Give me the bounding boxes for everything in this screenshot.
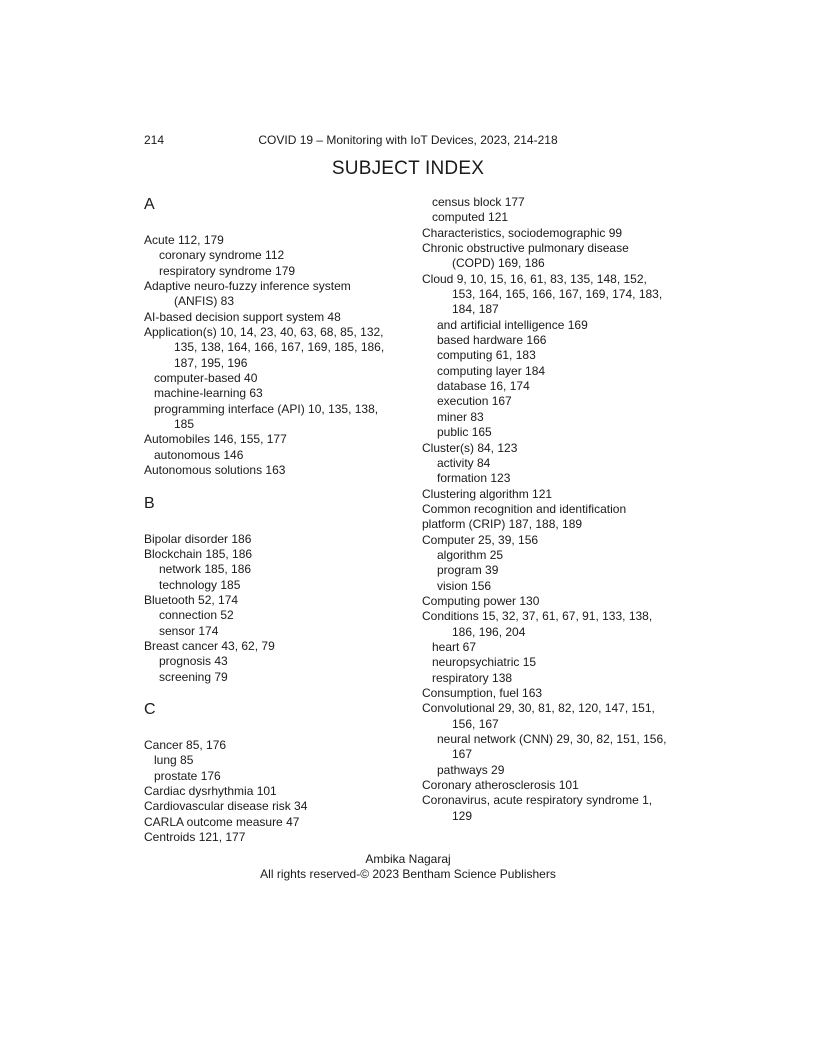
section-letter-b: B [144, 494, 155, 512]
index-entry: Cloud 9, 10, 15, 16, 61, 83, 135, 148, 152, [422, 271, 647, 286]
index-subentry: formation 123 [437, 471, 511, 486]
index-subentry: sensor 174 [159, 623, 219, 638]
index-entry: Conditions 15, 32, 37, 61, 67, 91, 133, 138, [422, 609, 653, 624]
index-subentry: computed 121 [432, 210, 509, 225]
index-continuation: (COPD) 169, 186 [452, 256, 545, 271]
index-subentry: prostate 176 [154, 768, 221, 783]
index-subentry: pathways 29 [437, 762, 505, 777]
index-subentry: heart 67 [432, 639, 477, 654]
index-subentry: network 185, 186 [159, 562, 252, 577]
index-entry: Coronary atherosclerosis 101 [422, 778, 579, 793]
index-subentry: technology 185 [159, 577, 241, 592]
index-subentry: vision 156 [437, 578, 492, 593]
index-entry: Automobiles 146, 155, 177 [144, 432, 287, 447]
index-subentry: algorithm 25 [437, 547, 504, 562]
index-subentry: miner 83 [437, 409, 484, 424]
index-continuation: 153, 164, 165, 166, 167, 169, 174, 183, [452, 287, 663, 302]
section-letter-c: C [144, 700, 156, 718]
index-continuation: 156, 167 [452, 716, 499, 731]
index-entry: Computing power 130 [422, 593, 540, 608]
index-subentry: prognosis 43 [159, 654, 228, 669]
index-entry: CARLA outcome measure 47 [144, 814, 300, 829]
index-entry: Cardiovascular disease risk 34 [144, 799, 308, 814]
index-subentry: autonomous 146 [154, 447, 244, 462]
index-subentry: connection 52 [159, 608, 234, 623]
index-entry: Adaptive neuro-fuzzy inference system [144, 279, 351, 294]
running-head: COVID 19 – Monitoring with IoT Devices, 2023, 214-218 [258, 133, 558, 147]
index-column-right [422, 195, 682, 824]
index-entry: Bipolar disorder 186 [144, 531, 252, 546]
footer-rights: All rights reserved-© 2023 Bentham Science Publishers [260, 867, 556, 881]
index-subentry: and artificial intelligence 169 [437, 317, 588, 332]
index-column-left [144, 195, 404, 845]
index-entry: Convolutional 29, 30, 81, 82, 120, 147, 151, [422, 701, 655, 716]
index-subentry: public 165 [437, 425, 492, 440]
index-subentry: computing 61, 183 [437, 348, 536, 363]
index-continuation: 184, 187 [452, 302, 499, 317]
index-entry: Common recognition and identification [422, 501, 627, 516]
index-entry: Clustering algorithm 121 [422, 486, 553, 501]
index-subentry: execution 167 [437, 394, 512, 409]
index-entry: Autonomous solutions 163 [144, 463, 286, 478]
index-subentry: neuropsychiatric 15 [432, 655, 537, 670]
index-subentry: neural network (CNN) 29, 30, 82, 151, 156, [437, 732, 667, 747]
index-continuation: 135, 138, 164, 166, 167, 169, 185, 186, [174, 340, 385, 355]
index-entry: Chronic obstructive pulmonary disease [422, 241, 629, 256]
index-continuation: 186, 196, 204 [452, 624, 526, 639]
index-subentry: census block 177 [432, 195, 525, 209]
index-continuation: (ANFIS) 83 [174, 294, 235, 309]
index-subentry: respiratory 138 [432, 670, 513, 685]
index-entry: Computer 25, 39, 156 [422, 532, 539, 547]
index-subentry: based hardware 166 [437, 333, 547, 348]
index-subentry: screening 79 [159, 669, 228, 684]
page-title: SUBJECT INDEX [331, 158, 485, 179]
index-entry: Characteristics, sociodemographic 99 [422, 225, 623, 240]
index-subentry: coronary syndrome 112 [159, 248, 285, 263]
page-number: 214 [144, 133, 165, 147]
index-entry: Coronavirus, acute respiratory syndrome 1, [422, 793, 653, 808]
index-subentry: programming interface (API) 10, 135, 138, [154, 401, 379, 416]
index-entry: Bluetooth 52, 174 [144, 592, 239, 607]
index-subentry: database 16, 174 [437, 379, 530, 394]
index-entry: Centroids 121, 177 [144, 830, 246, 844]
index-entry: Cancer 85, 176 [144, 737, 227, 752]
index-subentry: computer-based 40 [154, 371, 258, 386]
index-continuation: 167 [452, 747, 473, 762]
index-entry: Application(s) 10, 14, 23, 40, 63, 68, 85, 132, [144, 325, 384, 340]
index-continuation: 185 [174, 417, 195, 432]
index-entry: Blockchain 185, 186 [144, 546, 253, 561]
footer-author: Ambika Nagaraj [365, 852, 451, 866]
index-subentry: computing layer 184 [437, 363, 546, 378]
index-continuation: 129 [452, 808, 473, 823]
index-entry: Consumption, fuel 163 [422, 686, 543, 700]
index-entry: Cluster(s) 84, 123 [422, 440, 518, 455]
index-entry: Cardiac dysrhythmia 101 [144, 783, 277, 798]
index-entry: Acute 112, 179 [144, 233, 224, 247]
index-entry: Breast cancer 43, 62, 79 [144, 638, 275, 653]
index-subentry: respiratory syndrome 179 [159, 263, 296, 278]
index-subentry: lung 85 [154, 753, 194, 768]
section-letter-a: A [144, 196, 155, 213]
index-subentry: program 39 [437, 563, 499, 578]
index-entry: platform (CRIP) 187, 188, 189 [422, 517, 583, 532]
index-continuation: 187, 195, 196 [174, 355, 248, 370]
index-subentry: activity 84 [437, 455, 491, 470]
index-subentry: machine-learning 63 [154, 386, 263, 401]
index-entry: AI-based decision support system 48 [144, 309, 341, 324]
